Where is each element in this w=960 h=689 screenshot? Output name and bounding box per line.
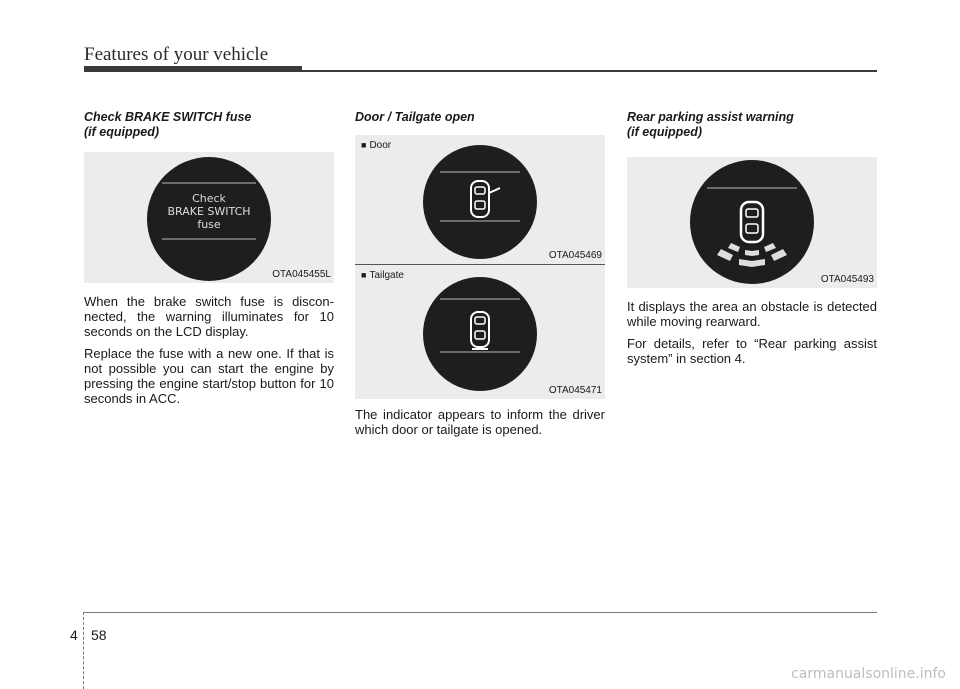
header-rule-thick [84,66,302,72]
footer-tick [83,612,85,689]
figure-code: OTA045469 [548,250,602,261]
section-title [627,110,877,142]
square-bullet-icon: ■ [361,270,367,280]
chapter-number: 4 [70,627,78,643]
paragraph: When the brake switch fuse is disconnected, the warning illuminates for 10 seconds on the LCD display. [84,294,334,339]
section-brake-switch [84,110,334,413]
display-text-line3: fuse [197,218,221,231]
tailgate-label: ■ Tailgate [361,270,404,281]
section-title-line2: (if equipped) [84,125,159,139]
paragraph: It displays the area an obstacle is detected while moving rearward. [627,299,877,329]
section-title-line2: (if equipped) [627,125,702,139]
footer-rule [84,612,877,613]
page-number: 58 [91,627,107,643]
figure-tailgate [355,264,605,399]
display-text-line1: Check [192,192,226,205]
section-title [355,110,605,130]
square-bullet-icon: ■ [361,140,367,150]
section-title-line1: Rear parking assist warning [627,110,794,124]
section-title-line1: Check BRAKE SWITCH fuse [84,110,252,124]
door-open-graphic [355,135,605,264]
paragraph: The indicator appears to inform the driver which door or tailgate is opened. [355,407,605,437]
figure-brake-switch [84,152,334,283]
figure-code: OTA045493 [820,274,874,285]
tailgate-open-graphic [355,265,605,399]
section-door-tailgate [355,110,605,444]
display-text-line2: BRAKE SWITCH [167,205,251,218]
figure-code: OTA045455L [272,269,331,280]
figure-door [355,135,605,264]
section-title [84,110,334,142]
page-header-title: Features of your vehicle [84,44,269,65]
brake-display-graphic [84,152,334,283]
figure-rear-parking [627,157,877,288]
parking-assist-graphic [627,157,877,288]
door-label: ■ Door [361,140,392,151]
section-title-line1: Door / Tailgate open [355,110,475,124]
paragraph: For details, refer to “Rear parking assist system” in section 4. [627,336,877,366]
section-rear-parking [627,110,877,373]
paragraph: Replace the fuse with a new one. If that is not possible you can start the engine by pressing the engine start/stop button for 10 seconds in ACC. [84,346,334,406]
watermark: carmanualsonline.info [791,666,946,682]
figure-code: OTA045471 [548,385,602,396]
header-rule-thin [302,70,877,72]
